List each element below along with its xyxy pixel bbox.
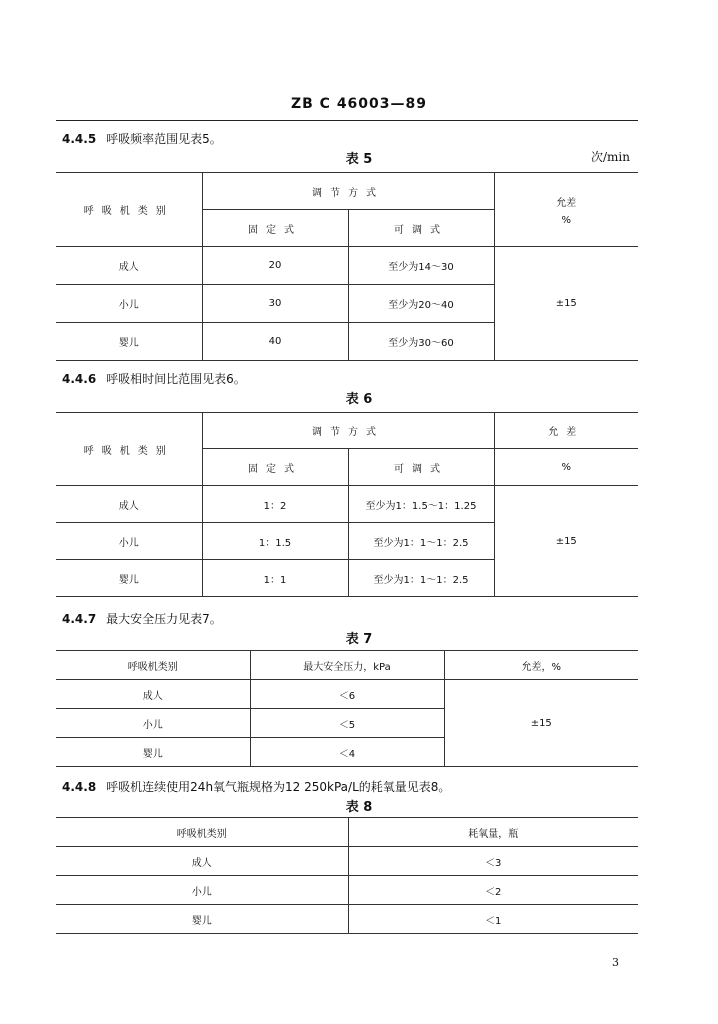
document-header: ZB C 46003—89 [290,96,428,112]
row-category: 婴儿 [56,905,348,934]
header-oxygen: 耗氧量，瓶 [348,818,638,847]
section-text: 呼吸机连续使用24h氧气瓶规格为12 250kPa/L的耗氧量见表8。 [106,780,451,794]
header-tolerance: 允差，% [444,651,638,680]
section-4-4-5 [62,130,222,147]
row-category: 婴儿 [56,560,202,597]
table-5-unit: 次/min [591,150,630,164]
section-text: 呼吸频率范围见表5。 [106,132,222,146]
row-oxygen: ＜3 [348,847,638,876]
section-text: 最大安全压力见表7。 [106,612,222,626]
row-adjustable: 至少为14～30 [348,247,494,285]
row-adjustable: 至少为30～60 [348,323,494,361]
tolerance-label: 允差 [556,197,577,209]
header-category: 呼吸机类别 [56,651,250,680]
table-6 [56,412,638,597]
row-category: 小儿 [56,523,202,560]
table-8-caption: 表 8 [345,800,373,815]
row-fixed: 20 [202,247,348,285]
row-category: 成人 [56,847,348,876]
table-7 [56,650,638,767]
table-6-caption: 表 6 [345,392,373,407]
header-tolerance [494,173,638,247]
table-5-caption: 表 5 [345,152,373,167]
table-7-caption: 表 7 [345,632,373,647]
row-category: 成人 [56,486,202,523]
header-fixed: 固定式 [202,449,348,486]
row-category: 婴儿 [56,323,202,361]
section-number: 4.4.7 [62,612,97,626]
row-fixed: 40 [202,323,348,361]
row-adjustable: 至少为1：1～1：2.5 [348,560,494,597]
header-tolerance: 允差 [494,413,638,449]
tolerance-value: ±15 [494,486,638,597]
row-category: 成人 [56,680,250,709]
section-4-4-6 [62,370,246,387]
header-adjustable: 可调式 [348,210,494,247]
row-adjustable: 至少为20～40 [348,285,494,323]
section-4-4-8 [62,778,450,795]
row-fixed: 30 [202,285,348,323]
row-category: 婴儿 [56,738,250,767]
table-5 [56,172,638,361]
row-category: 成人 [56,247,202,285]
row-pressure: ＜5 [250,709,444,738]
tolerance-value: ±15 [444,680,638,767]
section-4-4-7 [62,610,222,627]
tolerance-value: ±15 [494,247,638,361]
row-adjustable: 至少为1：1.5～1：1.25 [348,486,494,523]
header-method: 调节方式 [202,413,494,449]
row-category: 小儿 [56,876,348,905]
section-number: 4.4.6 [62,372,97,386]
section-number: 4.4.5 [62,132,97,146]
row-oxygen: ＜2 [348,876,638,905]
row-fixed: 1：1 [202,560,348,597]
header-category: 呼吸机类别 [56,818,348,847]
tolerance-unit: % [561,214,571,226]
header-category: 呼吸机类别 [56,413,202,486]
row-category: 小儿 [56,709,250,738]
header-fixed: 固定式 [202,210,348,247]
row-fixed: 1：1.5 [202,523,348,560]
header-rule [56,120,638,121]
row-fixed: 1：2 [202,486,348,523]
table-8 [56,817,638,934]
row-oxygen: ＜1 [348,905,638,934]
page-number: 3 [612,956,619,969]
row-pressure: ＜4 [250,738,444,767]
header-pressure: 最大安全压力，kPa [250,651,444,680]
header-adjustable: 可调式 [348,449,494,486]
section-text: 呼吸相时间比范围见表6。 [106,372,246,386]
row-adjustable: 至少为1：1～1：2.5 [348,523,494,560]
section-number: 4.4.8 [62,780,97,794]
header-method: 调节方式 [202,173,494,210]
row-pressure: ＜6 [250,680,444,709]
header-category: 呼吸机类别 [56,173,202,247]
tolerance-unit: % [494,449,638,486]
row-category: 小儿 [56,285,202,323]
